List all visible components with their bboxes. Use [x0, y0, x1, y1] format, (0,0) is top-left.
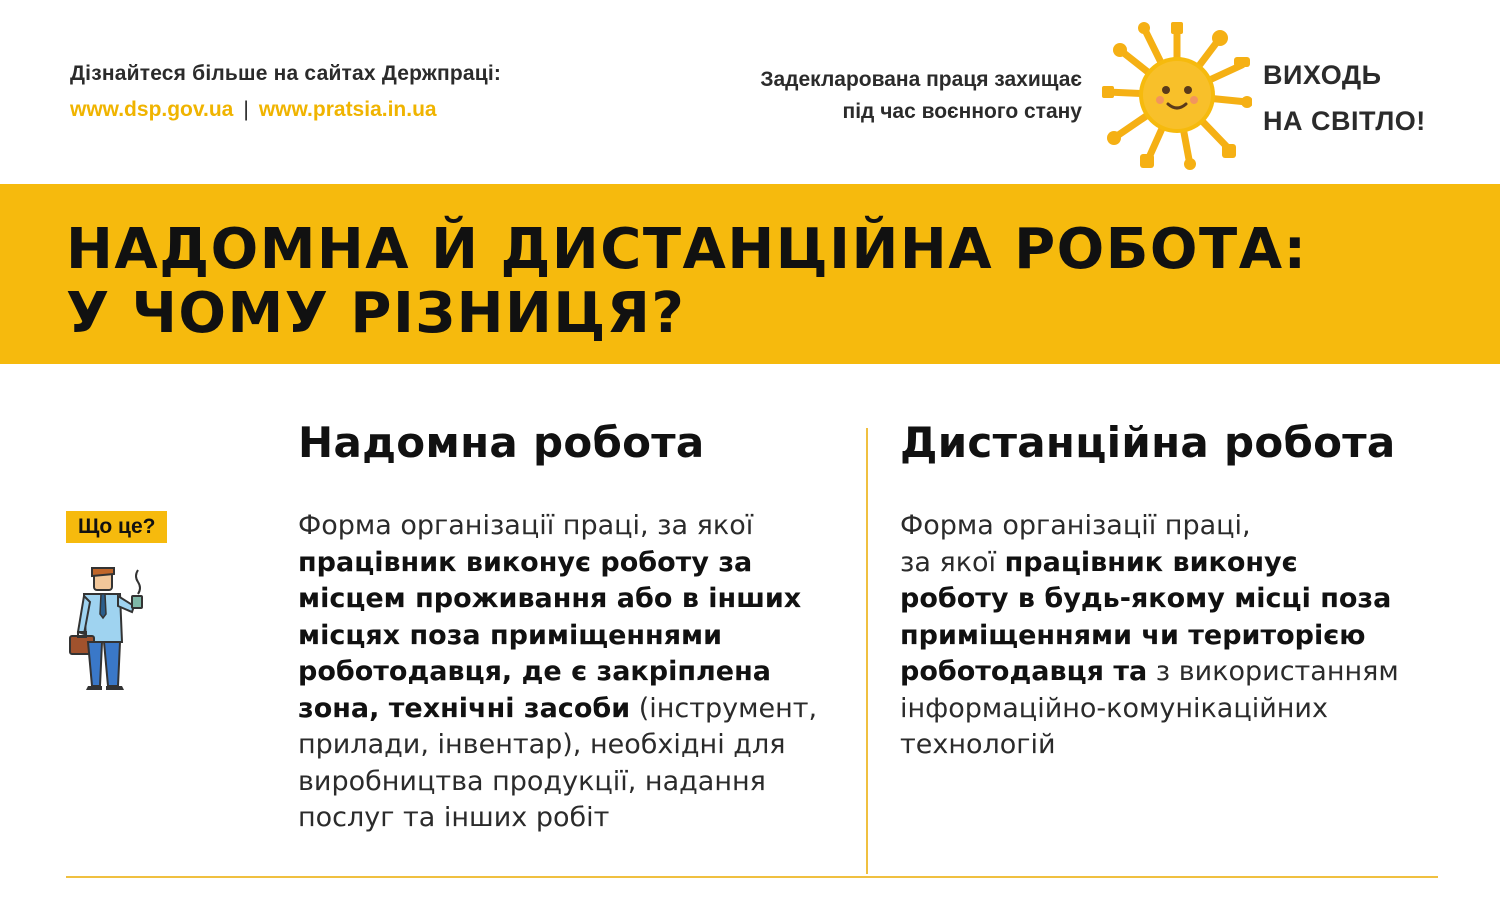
link-dsp[interactable]: www.dsp.gov.ua	[70, 98, 234, 121]
slogan-line-1: Задекларована праця захищає	[760, 68, 1082, 91]
remote-work-description	[900, 508, 1460, 764]
home-work-title: Надомна робота	[298, 418, 705, 467]
remote-work-line-2-bold: працівник виконує	[1004, 546, 1298, 578]
campaign-title	[1263, 52, 1426, 144]
learn-more-block	[70, 62, 501, 122]
home-work-line-9: послуг та інших робіт	[298, 802, 610, 833]
worker-with-briefcase-icon	[68, 562, 168, 692]
remote-work-line-6: інформаційно-комунікаційних	[900, 692, 1328, 724]
remote-work-line-7: технологій	[900, 729, 1056, 760]
home-work-line-2: працівник виконує роботу за	[298, 546, 753, 578]
home-work-line-6-rest: (інструмент,	[630, 692, 818, 724]
remote-work-line-2-plain: за якої	[900, 546, 1005, 578]
campaign-line-2: НА СВІТЛО!	[1263, 106, 1426, 136]
remote-work-line-4: приміщеннями чи територією	[900, 619, 1366, 651]
home-work-line-8: виробництва продукції, надання	[298, 765, 766, 797]
remote-work-line-3: роботу в будь-якому місці поза	[900, 583, 1392, 614]
home-work-line-4: місцях поза приміщеннями	[298, 619, 723, 651]
link-pratsia[interactable]: www.pratsia.in.ua	[258, 98, 437, 121]
remote-work-line-5-rest: з використанням	[1147, 656, 1399, 687]
column-divider	[866, 428, 868, 874]
home-work-line-1: Форма організації праці, за якої	[298, 510, 754, 541]
page-title-line-1: НАДОМНА Й ДИСТАНЦІЙНА РОБОТА:	[66, 217, 1308, 282]
what-is-it-badge: Що це?	[66, 511, 167, 543]
slogan-line-2: під час воєнного стану	[842, 100, 1082, 123]
link-separator: |	[243, 98, 249, 121]
website-links	[70, 98, 501, 122]
remote-work-line-1: Форма організації праці,	[900, 510, 1251, 541]
headline-banner	[0, 184, 1500, 364]
home-work-line-5: роботодавця, де є закріплена	[298, 656, 771, 687]
remote-work-line-5-bold: роботодавця та	[900, 656, 1148, 687]
campaign-line-1: ВИХОДЬ	[1263, 60, 1382, 90]
home-work-line-3: місцем проживання або в інших	[298, 583, 802, 614]
bottom-divider	[66, 876, 1438, 878]
home-work-line-7: прилади, інвентар), необхідні для	[298, 729, 786, 760]
remote-work-title: Дистанційна робота	[900, 418, 1396, 467]
page-title	[66, 218, 1307, 346]
home-work-line-6-bold: зона, технічні засоби	[298, 692, 631, 724]
page-title-line-2: У ЧОМУ РІЗНИЦЯ?	[66, 281, 686, 346]
slogan	[760, 64, 1082, 128]
learn-more-title: Дізнайтеся більше на сайтах Держпраці:	[70, 62, 502, 85]
sun-with-tools-icon	[1102, 20, 1252, 170]
home-work-description	[298, 508, 858, 837]
